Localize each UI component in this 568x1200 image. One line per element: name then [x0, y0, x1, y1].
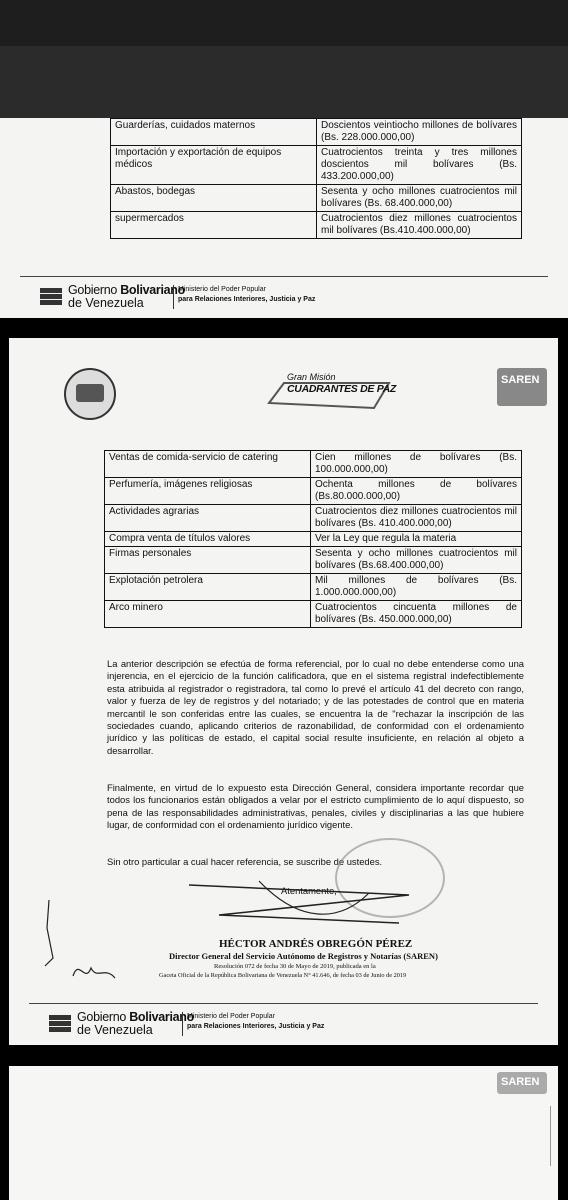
initials-icon	[69, 956, 119, 986]
flag-icon	[49, 1015, 71, 1031]
footer-separator	[173, 285, 174, 309]
activity-cell: Perfumería, imágenes religiosas	[105, 478, 311, 505]
paragraph-sin-otro: Sin otro particular a cual hacer referencia, se suscribe de ustedes.	[107, 856, 383, 867]
ministerio-label: Ministerio del Poder Popular	[187, 1013, 275, 1020]
document-page-3	[9, 1066, 558, 1200]
amount-cell: Cuatrocientos cincuenta millones de bolívares (Bs. 450.000.000,00)	[311, 601, 522, 628]
table-row	[111, 212, 522, 239]
signature-icon	[159, 873, 429, 933]
saren-logo-label: SAREN	[501, 1076, 540, 1088]
cuadrantes-de-paz-label: CUADRANTES DE PAZ	[287, 383, 397, 395]
table-row	[111, 185, 522, 212]
paragraph-finalmente: Finalmente, en virtud de lo expuesto esta Dirección General, considera importante recordar que todos los funcionarios están obligados a velar por el estricto cumplimiento de lo aquí dispuesto, so pena de las responsabilidades administrativas, penales, civiles y disciplinarias a las que hubiere lugar, de conformidad con el ordenamiento jurídico vigente.	[107, 782, 524, 831]
table-row	[105, 478, 522, 505]
ministerio-subtitle: para Relaciones Interiores, Justicia y Paz	[178, 296, 316, 303]
resolution-line-2: Gaceta Oficial de la República Bolivariana de Venezuela N° 41.646, de fecha 03 de Junio de 2019	[159, 972, 407, 979]
paragraph-referencial: La anterior descripción se efectúa de forma referencial, por lo cual no debe entenderse como una injerencia, en el ejercicio de la función calificadora, que en el sistema registral indefectiblemente esta atribuida al registrador o registradora, tal como lo prevé el artículo 41 del decreto con rango, valor y fuerza de ley de registros y del notariado; y de las potestades de control que en materia mercantil le son conferidas entre las cuales, se encuentra la de "rechazar la inscripción de las sociedades cuando, aplicando criterios de razonabilidad, de conformidad con el ordenamiento jurídico y las políticas de estado, el capital social resulte insuficiente, en relación al objeto a desarrollar.	[107, 658, 524, 756]
table-row	[105, 532, 522, 547]
amount-cell: Cuatrocientos diez millones cuatrocientos mil bolívares (Bs.410.400.000,00)	[317, 212, 522, 239]
amount-cell: Ochenta millones de bolívares (Bs.80.000.000,00)	[311, 478, 522, 505]
signer-name: HÉCTOR ANDRÉS OBREGÓN PÉREZ	[219, 938, 413, 950]
margin-line	[550, 1106, 551, 1166]
saren-logo	[497, 1072, 547, 1094]
status-bar	[0, 0, 568, 118]
activity-cell: Compra venta de títulos valores	[105, 532, 311, 547]
table-row	[105, 505, 522, 532]
fees-table-2	[104, 450, 522, 628]
amount-cell: Mil millones de bolívares (Bs. 1.000.000.000,00)	[311, 574, 522, 601]
gobierno-venezuela-label: de Venezuela	[77, 1023, 153, 1037]
table-row	[105, 451, 522, 478]
table-row	[105, 601, 522, 628]
ministry-seal-icon	[64, 368, 116, 420]
amount-cell: Cuatrocientos treinta y tres millones doscientos mil bolívares (Bs. 433.200.000,00)	[317, 146, 522, 185]
activity-cell: Guarderías, cuidados maternos	[111, 119, 317, 146]
footer-rule	[29, 1003, 538, 1004]
amount-cell: Sesenta y ocho millones cuatrocientos mil bolívares (Bs. 68.400.000,00)	[317, 185, 522, 212]
table-row	[105, 547, 522, 574]
table-row	[105, 574, 522, 601]
table-row	[111, 146, 522, 185]
amount-cell: Cuatrocientos diez millones cuatrocientos mil bolívares (Bs. 410.400.000,00)	[311, 505, 522, 532]
saren-logo-label: SAREN	[501, 374, 540, 386]
activity-cell: Importación y exportación de equipos médicos	[111, 146, 317, 185]
footer-separator	[182, 1012, 183, 1036]
footer-rule	[20, 276, 548, 277]
page-footer	[0, 276, 568, 316]
page-footer	[9, 1003, 558, 1043]
activity-cell: Abastos, bodegas	[111, 185, 317, 212]
closing-label: Atentamente,	[281, 885, 337, 896]
activity-cell: Firmas personales	[105, 547, 311, 574]
activity-cell: Ventas de comida-servicio de catering	[105, 451, 311, 478]
document-page-1	[0, 118, 568, 318]
activity-cell: Actividades agrarias	[105, 505, 311, 532]
activity-cell: Explotación petrolera	[105, 574, 311, 601]
flag-icon	[40, 288, 62, 304]
amount-cell: Ver la Ley que regula la materia	[311, 532, 522, 547]
activity-cell: Arco minero	[105, 601, 311, 628]
gobierno-label: Gobierno Bolivariano	[77, 1010, 194, 1024]
gobierno-venezuela-label: de Venezuela	[68, 296, 144, 310]
table-row	[111, 119, 522, 146]
amount-cell: Sesenta y ocho millones cuatrocientos mil bolívares (Bs.68.400.000,00)	[311, 547, 522, 574]
resolution-line-1: Resolución 072 de fecha 30 de Mayo de 2019, publicada en la	[214, 963, 376, 970]
ministerio-subtitle: para Relaciones Interiores, Justicia y Paz	[187, 1023, 325, 1030]
signer-title: Director General del Servicio Autónomo de Registros y Notarías (SAREN)	[169, 951, 438, 961]
activity-cell: supermercados	[111, 212, 317, 239]
amount-cell: Doscientos veintiocho millones de bolívares (Bs. 228.000.000,00)	[317, 119, 522, 146]
saren-logo	[497, 368, 547, 406]
gran-mision-label: Gran Misión	[287, 372, 336, 382]
status-bar-shade	[0, 0, 568, 46]
gobierno-label: Gobierno Bolivariano	[68, 283, 185, 297]
ministerio-label: Ministerio del Poder Popular	[178, 286, 266, 293]
margin-signature-icon	[29, 898, 69, 968]
document-page-2	[9, 338, 558, 1045]
fees-table-1	[110, 118, 522, 239]
amount-cell: Cien millones de bolívares (Bs. 100.000.000,00)	[311, 451, 522, 478]
